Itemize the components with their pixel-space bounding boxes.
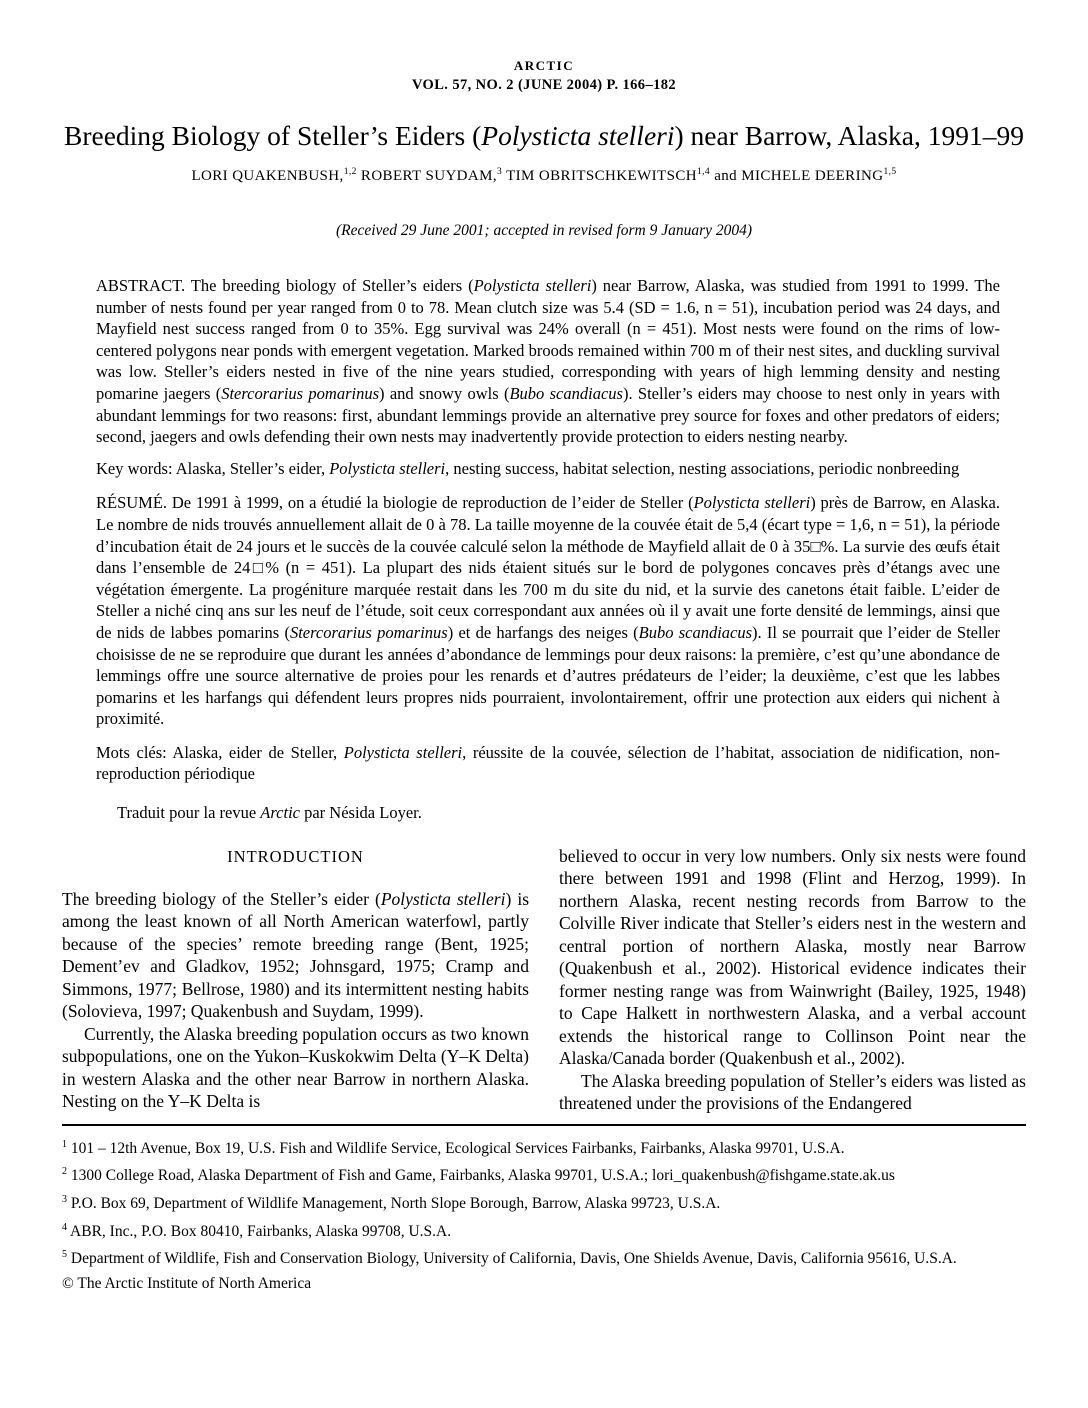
footnote [62,1243,1026,1271]
translation-credit: Traduit pour la revue Arctic par Nésida Loyer. [117,803,422,823]
footnote-text: Department of Wildlife, Fish and Conservation Biology, University of California, Davis, One Shields Avenue, Davis, California 95616, U.S.A. [70,1250,957,1268]
received-line: (Received 29 June 2001; accepted in revised form 9 January 2004) [335,222,753,239]
footnote-marker: 2 [62,1166,67,1178]
footnote-text: ABR, Inc., P.O. Box 80410, Fairbanks, Alaska 99708, U.S.A. [70,1222,452,1240]
two-column-body [62,845,1026,1115]
footnote [62,1160,1026,1188]
paragraph: The Alaska breeding population of Steller’s eiders was listed as threatened under the provisions of the Endangered [559,1070,1026,1114]
article-title: Breeding Biology of Steller’s Eiders (Polysticta stelleri) near Barrow, Alaska, 1991–99 [63,120,1025,151]
footnote-marker: 4 [62,1221,67,1233]
journal-header [62,58,1026,94]
footnote-marker: 5 [62,1249,67,1261]
footnote [62,1188,1026,1216]
journal-issue-line: VOL. 57, NO. 2 (JUNE 2004) P. 166–182 [411,77,677,93]
footnote-marker: 1 [62,1138,67,1150]
footnote [62,1133,1026,1161]
journal-name: ARCTIC [513,58,575,73]
resume-paragraph: RÉSUMÉ. De 1991 à 1999, on a étudié la biologie de reproduction de l’eider de Steller (Polysticta stelleri) près de Barrow, en Alaska. Le nombre de nids trouvés annuellement allait de 0 à 78. La taille moyenne de la couvée était de 5,4 (écart type = 1,6, n = 51), la période d’incubation était de 24 jours et le succès de la couvée calculé selon la méthode de Mayfield allait de 0 à 35□%. La survie des œufs était dans l’ensemble de 24□% (n = 451). La plupart des nids étaient situés sur le bord de polygones concaves près d’étangs avec une végétation émergente. La progéniture marquée restait dans les 700 m du site du nid, et la survie des canetons était faible. L’eider de Steller a niché cinq ans sur les neuf de l’étude, soit ceux correspondant aux années où il y avait une forte densité de lemmings, ainsi que de nids de labbes pomarins (Stercorarius pomarinus) et de harfangs des neiges (Bubo scandiacus). Il se pourrait que l’eider de Steller choisisse de ne se reproduire que durant les années d’abondance de lemmings pour deux raisons: la première, c’est qu’une abondance de lemmings offre une source alternative de proies pour les renards et d’autres prédateurs de l’eider; la deuxième, c’est que les labbes pomarins et les harfangs qui défendent leurs propres nids pourraient, involontairement, offrir une protection aux eiders qui nichent à proximité. [96,493,1001,729]
paragraph: Currently, the Alaska breeding population occurs as two known subpopulations, one on the Yukon–Kuskokwim Delta (Y–K Delta) in western Alaska and the other near Barrow in northern Alaska. Nesting on the Y–K Delta is [62,1023,529,1112]
mots-cles-paragraph: Mots clés: Alaska, eider de Steller, Polysticta stelleri, réussite de la couvée, sélection de l’habitat, association de nidification, non-reproduction périodique [96,742,1000,784]
introduction-heading: INTRODUCTION [227,846,364,866]
keywords-paragraph: Key words: Alaska, Steller’s eider, Polysticta stelleri, nesting success, habitat selection, nesting associations, periodic nonbreeding [96,458,960,478]
footnote-text: 1300 College Road, Alaska Department of Fish and Game, Fairbanks, Alaska 99701, U.S.A.; lori_quakenbush@fishgame.state.ak.us [70,1167,895,1185]
right-column [559,845,1026,1115]
footnotes-block [62,1124,1026,1296]
left-column [62,845,529,1115]
footnote [62,1216,1026,1244]
paragraph: The breeding biology of the Steller’s eider (Polysticta stelleri) is among the least known of all North American waterfowl, partly because of the species’ remote breeding range (Bent, 1925; Dement’ev and Gladkov, 1952; Johnsgard, 1975; Cramp and Simmons, 1977; Bellrose, 1980) and its intermittent nesting habits (Solovieva, 1997; Quakenbush and Suydam, 1999). [62,888,530,1022]
abstract-paragraph: ABSTRACT. The breeding biology of Steller’s eiders (Polysticta stelleri) near Barrow, Alaska, was studied from 1991 to 1999. The number of nests found per year ranged from 0 to 78. Mean clutch size was 5.4 (SD = 1.6, n = 51), incubation period was 24 days, and Mayfield nest success ranged from 0 to 35%. Egg survival was 24% overall (n = 451). Most nests were found on the rims of low-centered polygons near ponds with emergent vegetation. Marked broods remained within 700 m of their nest sites, and duckling survival was low. Steller’s eiders nested in five of the nine years studied, corresponding with years of high lemming density and nesting pomarine jaegers (Stercorarius pomarinus) and snowy owls (Bubo scandiacus). Steller’s eiders may choose to nest only in years with abundant lemmings for two reasons: first, abundant lemmings provide an alternative prey source for foxes and other predators of eiders; second, jaegers and owls defending their own nests may inadvertently provide protection to eiders nesting nearby. [96,276,1001,447]
authors-line: LORI QUAKENBUSH,$^{1,2}$ ROBERT SUYDAM,$^3$ TIM OBRITSCHKEWITSCH$^{1,4}$ and MICHELE DEERING$^{1,5}$ [191,167,897,184]
footnote-text: P.O. Box 69, Department of Wildlife Management, North Slope Borough, Barrow, Alaska 99723, U.S.A. [70,1195,721,1213]
footnote-text: 101 – 12th Avenue, Box 19, U.S. Fish and Wildlife Service, Ecological Services Fairbanks, Fairbanks, Alaska 99701, U.S.A. [70,1139,845,1157]
paragraph: believed to occur in very low numbers. Only six nests were found there between 1991 and 1998 (Flint and Herzog, 1999). In northern Alaska, recent nesting records from Barrow to the Colville River indicate that Steller’s eiders nest in the western and central portion of northern Alaska, mostly near Barrow (Quakenbush et al., 2002). Historical evidence indicates their former nesting range was from Wainwright (Bailey, 1925, 1948) to Cape Halkett in northwestern Alaska, and a verbal account extends the historical range to Collinson Point near the Alaska/Canada border (Quakenbush et al., 2002). [559,845,1026,1069]
footnote-marker: 3 [62,1193,67,1205]
copyright-line: © The Arctic Institute of North America [62,1274,312,1292]
